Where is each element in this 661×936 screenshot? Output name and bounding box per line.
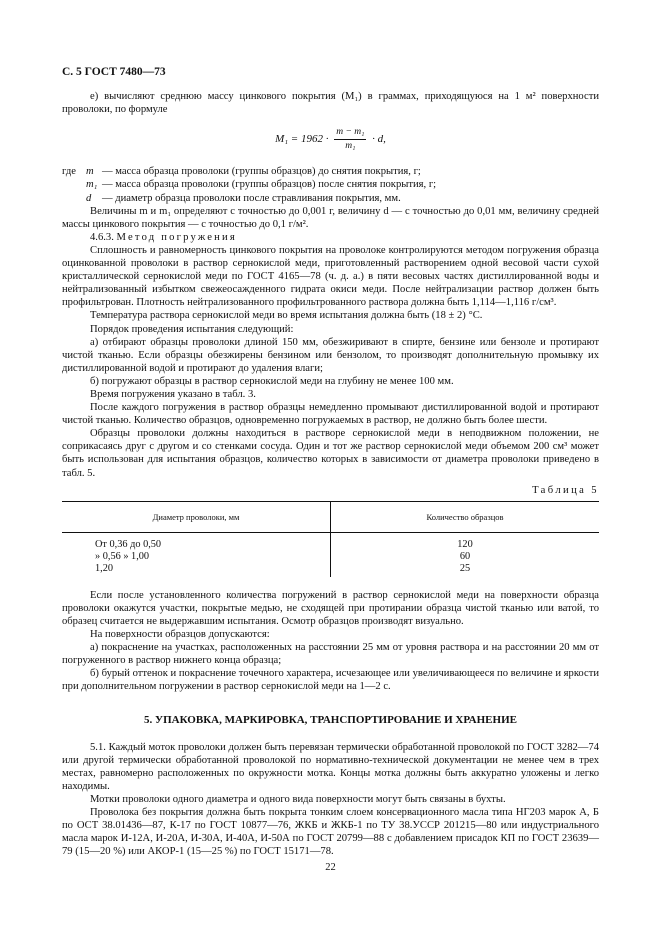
column-header-diameter: Диаметр проволоки, мм	[62, 501, 331, 532]
column-header-count: Количество образцов	[331, 501, 600, 532]
formula-tail: · d,	[372, 133, 386, 146]
definition-row	[62, 165, 599, 178]
definition-text: — масса образца проволоки (группы образцов) до снятия покрытия, г;	[102, 166, 421, 178]
paragraph-time: Время погружения указано в табл. 3.	[90, 388, 256, 400]
cell-diameter: 1,20	[62, 563, 331, 577]
paragraph-step-b: б) погружают образцы в раствор сернокислой меди на глубину не менее 100 мм.	[90, 375, 454, 387]
definition-row	[62, 192, 599, 205]
definition-text: — масса образца проволоки (группы образцов) после снятия покрытия, г;	[102, 179, 437, 191]
definition-row	[62, 178, 599, 191]
cell-count: 60	[459, 550, 471, 562]
cell-diameter: От 0,36 до 0,50	[62, 532, 331, 551]
paragraph-values: Величины m и m₁ определяют с точностью до 0,001 г, величину d — с точностью до 0,01 мм, величину средней массы цинкового покрытия — с точностью до 0,1 г/м².	[62, 205, 599, 230]
formula-fraction	[334, 126, 366, 153]
definition-symbol: m₁	[86, 179, 98, 191]
table-row	[62, 563, 599, 577]
table-5	[62, 501, 599, 577]
page-number: 22	[325, 862, 336, 873]
definition-symbol: m	[86, 166, 94, 178]
paragraph-e: е) вычисляют среднюю массу цинкового покрытия (M₁) в граммах, приходящуюся на 1 м² поверхности проволоки, по формуле	[62, 91, 599, 116]
formula-numerator: m − m₁	[334, 126, 366, 140]
formula-lhs: M₁ = 1962 ·	[275, 133, 329, 146]
table-header-row	[62, 501, 599, 532]
paragraph-temperature: Температура раствора сернокислой меди во время испытания должна быть (18 ± 2) °С.	[90, 310, 483, 322]
definition-lead	[62, 178, 86, 191]
formula	[62, 126, 599, 153]
section-title: Метод погружения	[116, 231, 237, 243]
section-5-heading: 5. УПАКОВКА, МАРКИРОВКА, ТРАНСПОРТИРОВАНИЕ И ХРАНЕНИЕ	[144, 713, 517, 726]
definition-lead: где	[62, 166, 76, 178]
cell-count: 25	[459, 562, 471, 574]
table-caption: Таблица 5	[532, 484, 599, 496]
table-row	[62, 551, 599, 563]
paragraph-after-immersion: После каждого погружения в раствор образцы немедленно промывают дистиллированной водой и протирают чистой тканью. Количество образцов, одновременно погружаемых в раствор, не должно быть более шести.	[62, 402, 599, 427]
table-row	[62, 532, 599, 551]
section-number: 4.6.3.	[90, 231, 114, 243]
definition-symbol: d	[86, 192, 92, 204]
paragraph-allowed-a: а) покраснение на участках, расположенных на расстоянии 25 мм от уровня раствора и на расстоянии 20 мм от погруженного в раствор нижнего конца образца;	[62, 642, 599, 667]
cell-diameter: » 0,56 » 1,00	[62, 551, 331, 563]
definition-lead	[62, 192, 86, 205]
paragraph-oil: Проволока без покрытия должна быть покрыта тонким слоем консервационного масла типа НГ203 марок А, Б по ОСТ 38.01436—87, К-17 по ГОСТ 10877—76, ЖКБ и ЖКБ-1 по ТУ 38.УССР 201215—80 или индустриального масла марок И-12А, И-20А, И-30А, И-40А, И-50А по ГОСТ 20799—88 с добавлением присадок КП по ГОСТ 23639—79 (15—20 %) или АКОР-1 (15—25 %) по ГОСТ 15171—78.	[62, 807, 599, 858]
formula-definitions	[62, 165, 599, 204]
definition-text: — диаметр образца проволоки после стравливания покрытия, мм.	[102, 192, 401, 204]
page-header: С. 5 ГОСТ 7480—73	[62, 66, 166, 78]
paragraph-failure: Если после установленного количества погружений в раствор сернокислой меди на поверхности образца проволоки окажутся участки, покрытые медью, не сходящей при протирании образца чистой тканью или ватой, то образец считается не выдержавшим испытания. Осмотр образцов производят визуально.	[62, 589, 599, 627]
paragraph-coils: Мотки проволоки одного диаметра и одного вида поверхности могут быть связаны в бухты.	[90, 794, 506, 806]
paragraph-order: Порядок проведения испытания следующий:	[90, 323, 294, 335]
paragraph-step-a: а) отбирают образцы проволоки длиной 150 мм, обезжиривают в спирте, бензине или бензоле и протирают чистой тканью. Если образцы обезжирены бензином или бензолом, то производят дополнительную промывку их дистиллированной водой и протирают до удаления влаги;	[62, 336, 599, 374]
paragraph-5-1: 5.1. Каждый моток проволоки должен быть перевязан термически обработанной проволокой по ГОСТ 3282—74 или другой термически обработанной проволокой по нормативно-технической документации не менее чем в трех местах, равномерно расположенных по окружности мотка. Концы мотка должны быть аккуратно уложены и легко находимы.	[62, 741, 599, 792]
paragraph-allowed-b: б) бурый оттенок и покраснение точечного характера, исчезающее или увеличивающееся по величине и яркости при дополнительном погружении в раствор сернокислой меди на 1—2 с.	[62, 668, 599, 693]
section-4-6-3-heading	[62, 231, 599, 244]
paragraph-samples: Образцы проволоки должны находиться в растворе сернокислой меди в неподвижном положении, не соприкасаясь друг с другом и со стенками сосуда. Один и тот же раствор сернокислой меди объемом 200 см³ может быть использован для испытания образцов, количество которых в зависимости от диаметра проволоки приведено в табл. 5.	[62, 428, 599, 479]
document-body	[62, 90, 599, 859]
paragraph-allowed: На поверхности образцов допускаются:	[90, 629, 270, 641]
cell-count: 120	[457, 538, 473, 550]
formula-denominator: m₁	[345, 141, 356, 152]
paragraph-uniformity: Сплошность и равномерность цинкового покрытия на проволоке контролируются методом погружения образца оцинкованной проволоки в раствор сернокислой меди, приготовленный растворением одной весовой части сухой кристаллической сернокислой меди по ГОСТ 4165—78 (ч. д. а.) в пяти весовых частях дистиллированной воды и нейтрализованный избытком свежеосажденного гидрата окиси меди. После нейтрализации раствор должен быть профильтрован. Плотность нейтрализованного профильтрованного раствора должна быть 1,114—1,116 г/см³.	[62, 244, 599, 309]
